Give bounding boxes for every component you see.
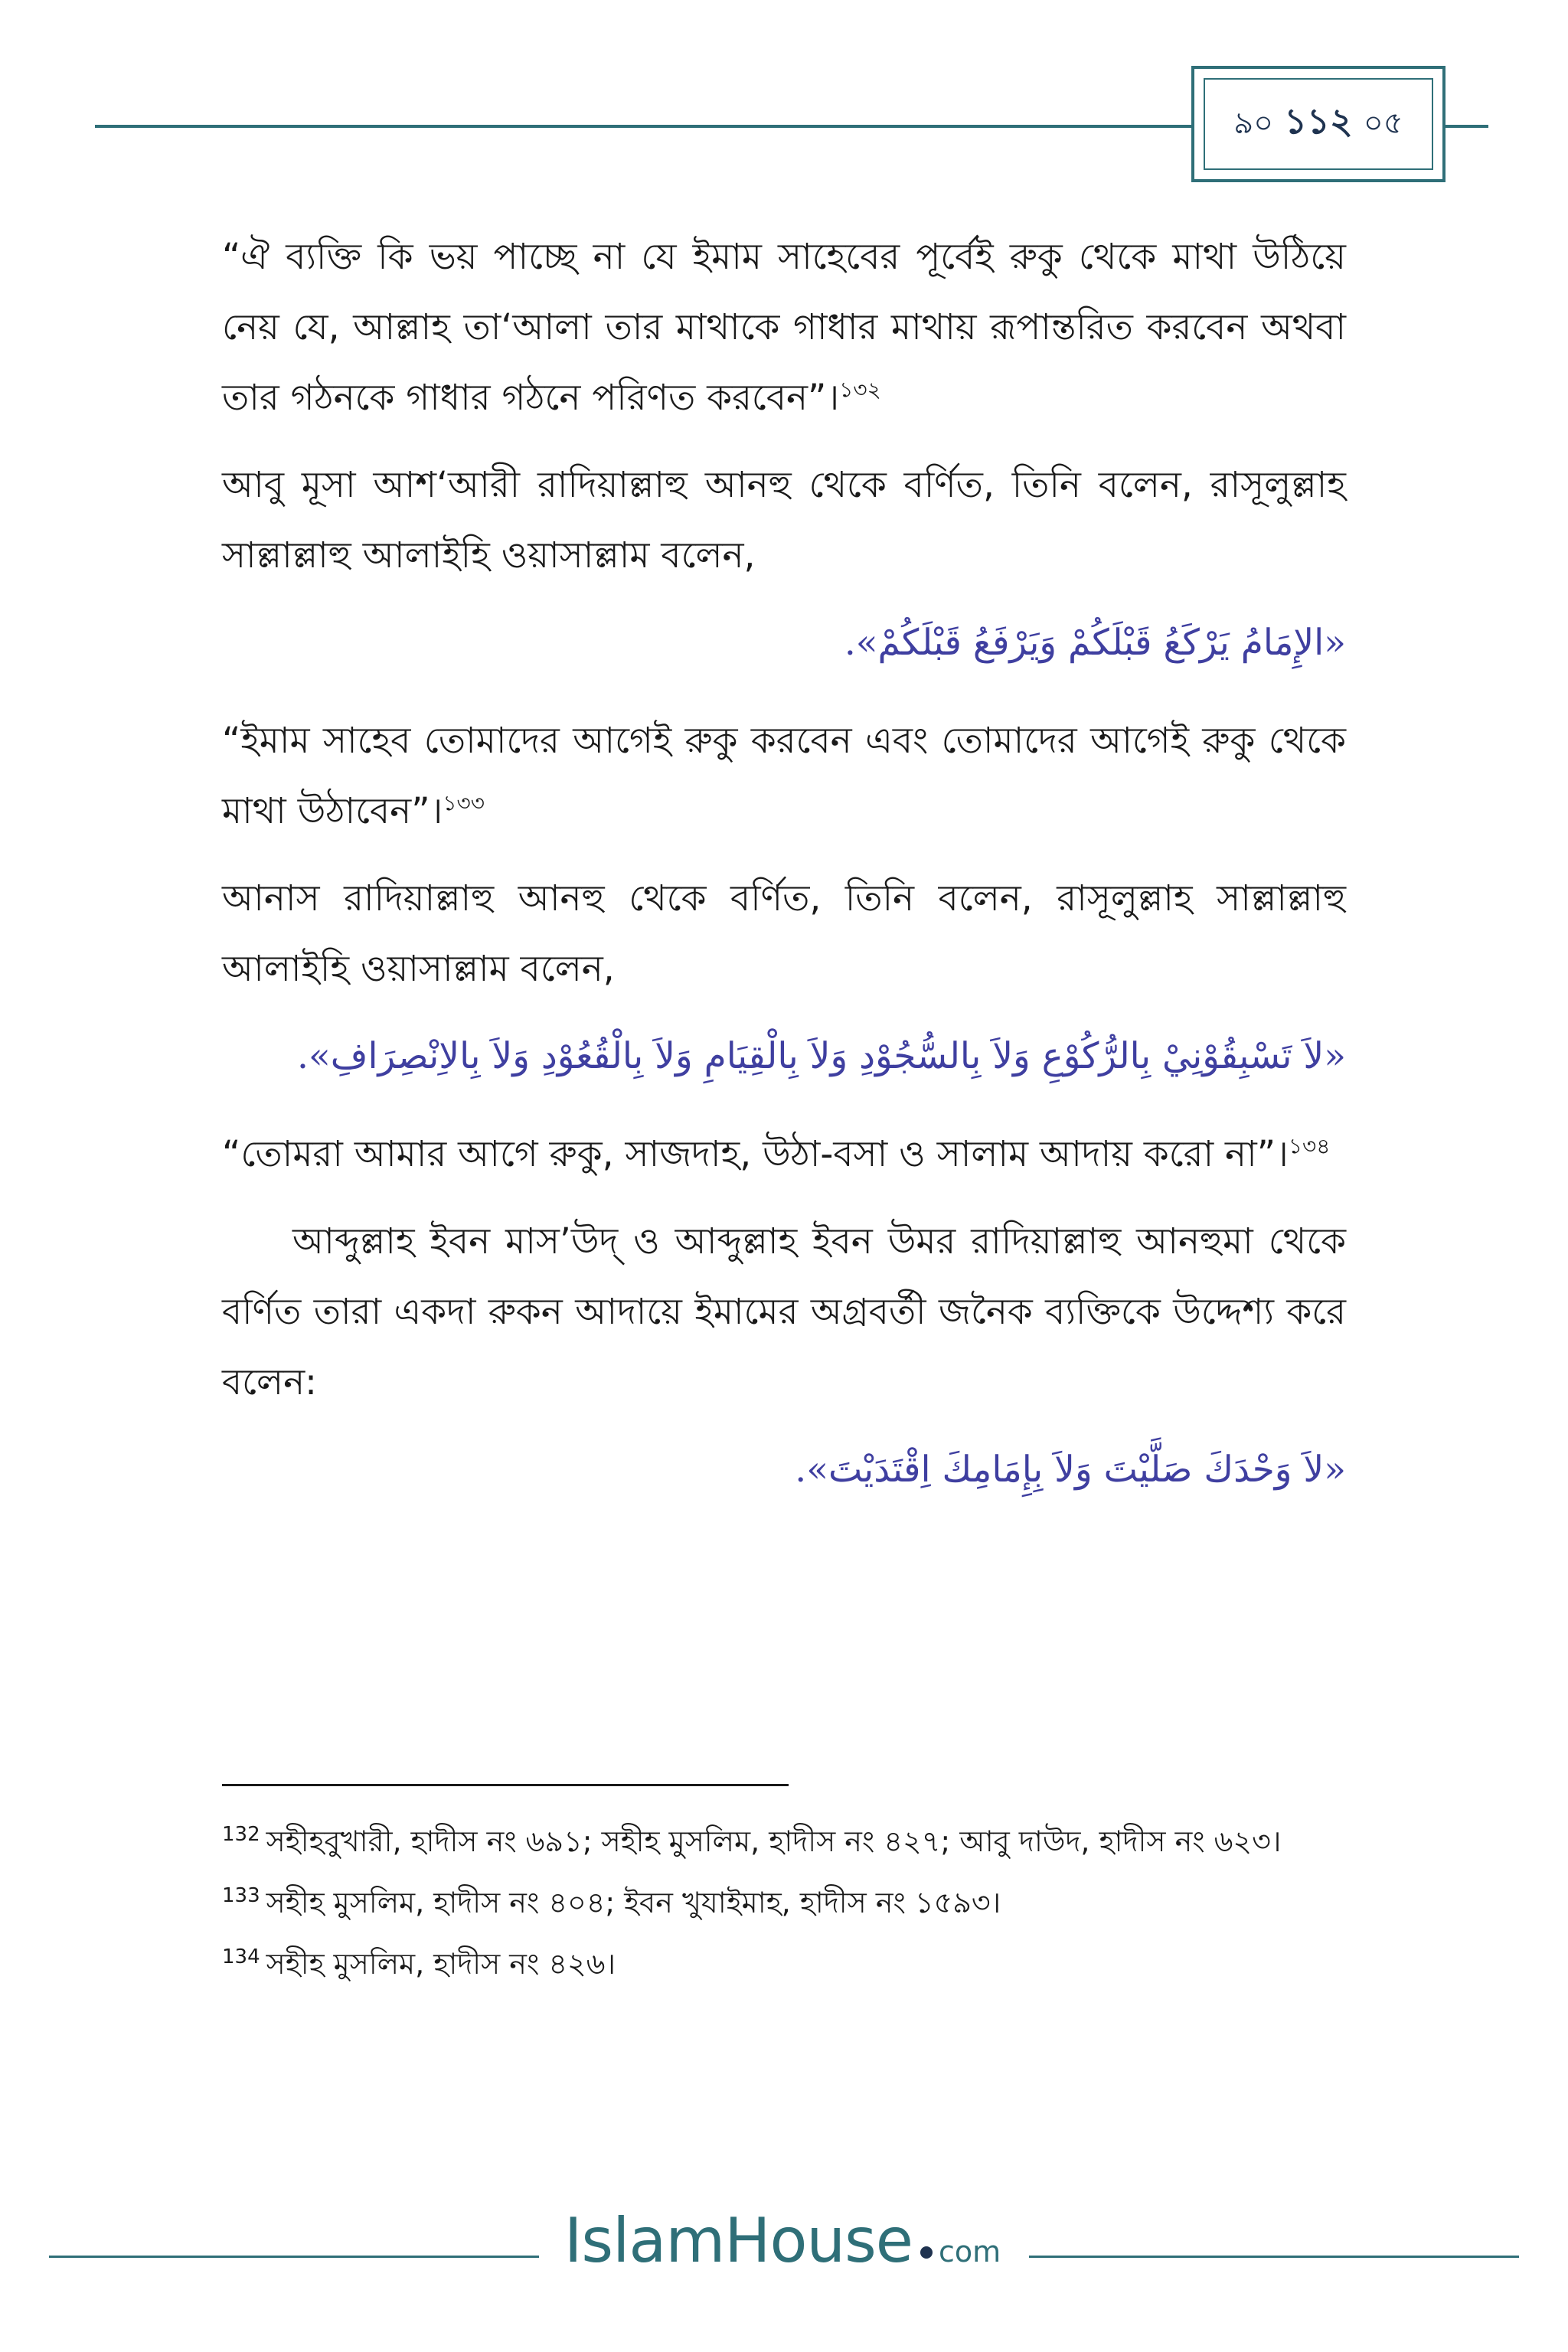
page-body bbox=[222, 222, 1346, 1533]
brand-name: IslamHouse bbox=[564, 2205, 913, 2276]
footnote-number: 134 bbox=[222, 1945, 260, 1969]
footnote-134 bbox=[222, 1937, 1346, 1991]
brand-tld: com bbox=[938, 2235, 1001, 2269]
paragraph-1 bbox=[222, 222, 1346, 433]
arabic-hadith-3: «لاَ وَحْدَكَ صَلَّيْتَ وَلاَ بِإِمَامِكَ اِقْتَدَيْتَ». bbox=[795, 1449, 1346, 1491]
footnote-132 bbox=[222, 1815, 1346, 1868]
brand-dot-icon bbox=[920, 2246, 933, 2259]
paragraph-5-text: “তোমরা আমার আগে রুকু, সাজদাহ, উঠা-বসা ও সালাম আদায় করো না”। bbox=[222, 1133, 1289, 1175]
paragraph-6-text: আব্দুল্লাহ ইবন মাস’উদ্‌ ও আব্দুল্লাহ ইবন উমর রাদিয়াল্লাহু আনহুমা থেকে বর্ণিত তারা একদা রুকন আদায়ে ইমামের অগ্রবর্তী জনৈক ব্যক্তিকে উদ্দেশ্য করে বলেন: bbox=[222, 1220, 1346, 1403]
footnote-number: 132 bbox=[222, 1823, 260, 1847]
ornament-left: ৯০ bbox=[1233, 105, 1274, 141]
footnote-text: সহীহ মুসলিম, হাদীস নং ৪০৪; ইবন খুযাইমাহ, হাদীস নং ১৫৯৩। bbox=[266, 1886, 1001, 1919]
paragraph-2 bbox=[222, 450, 1346, 591]
footnote-number: 133 bbox=[222, 1884, 260, 1908]
footnote-133 bbox=[222, 1876, 1346, 1929]
footnotes bbox=[222, 1815, 1346, 1998]
footnote-ref-134[interactable]: ১৩৪ bbox=[1288, 1133, 1331, 1159]
footer-rule-right bbox=[1029, 2256, 1519, 2258]
paragraph-2-text: আবু মূসা আশ‘আরী রাদিয়াল্লাহু আনহু থেকে বর্ণিত, তিনি বলেন, রাসূলুল্লাহ সাল্লাল্লাহু আলাইহি ওয়াসাল্লাম বলেন, bbox=[222, 464, 1346, 577]
footnote-ref-133[interactable]: ১৩৩ bbox=[443, 790, 485, 816]
paragraph-3 bbox=[222, 706, 1346, 847]
footnote-ref-132[interactable]: ১৩২ bbox=[839, 377, 881, 403]
paragraph-3-text: “ইমাম সাহেব তোমাদের আগেই রুকু করবেন এবং তোমাদের আগেই রুকু থেকে মাথা উঠাবেন”। bbox=[222, 720, 1346, 832]
paragraph-1-text: “ঐ ব্যক্তি কি ভয় পাচ্ছে না যে ইমাম সাহেবের পূর্বেই রুকু থেকে মাথা উঠিয়ে নেয় যে, আল্লাহ তা‘আলা তার মাথাকে গাধার মাথায় রূপান্তরিত করবেন অথবা তার গঠনকে গাধার গঠনে পরিণত করবেন”। bbox=[222, 236, 1346, 419]
paragraph-6 bbox=[222, 1207, 1346, 1418]
footnote-text: সহীহ মুসলিম, হাদীস নং ৪২৬। bbox=[266, 1947, 616, 1981]
paragraph-4-text: আনাস রাদিয়াল্লাহু আনহু থেকে বর্ণিত, তিনি বলেন, রাসূলুল্লাহ সাল্লাল্লাহু আলাইহি ওয়াসাল্লাম বলেন, bbox=[222, 877, 1346, 990]
paragraph-4 bbox=[222, 864, 1346, 1004]
paragraph-5 bbox=[222, 1119, 1346, 1190]
ornament-right: ০৫ bbox=[1363, 105, 1403, 141]
footnote-divider bbox=[222, 1784, 789, 1786]
footnote-text: সহীহবুখারী, হাদীস নং ৬৯১; সহীহ মুসলিম, হাদীস নং ৪২৭; আবু দাউদ, হাদীস নং ৬২৩। bbox=[266, 1824, 1282, 1858]
islamhouse-logo[interactable] bbox=[545, 2205, 1020, 2297]
arabic-hadith-2: «لاَ تَسْبِقُوْنِيْ بِالرُّكُوْعِ وَلاَ بِالسُّجُوْدِ وَلاَ بِالْقِيَامِ وَلاَ بِالْقُعُوْدِ وَلاَ بِالاِنْصِرَافِ». bbox=[297, 1035, 1346, 1077]
page-number: ১১২ bbox=[1284, 100, 1353, 142]
arabic-hadith-1: «الإِمَامُ يَرْكَعُ قَبْلَكُمْ وَيَرْفَعُ قَبْلَكُمْ». bbox=[844, 622, 1346, 664]
footer-rule-left bbox=[49, 2256, 539, 2258]
page-number-badge bbox=[1191, 66, 1446, 182]
page-number-badge-inner bbox=[1204, 78, 1433, 170]
